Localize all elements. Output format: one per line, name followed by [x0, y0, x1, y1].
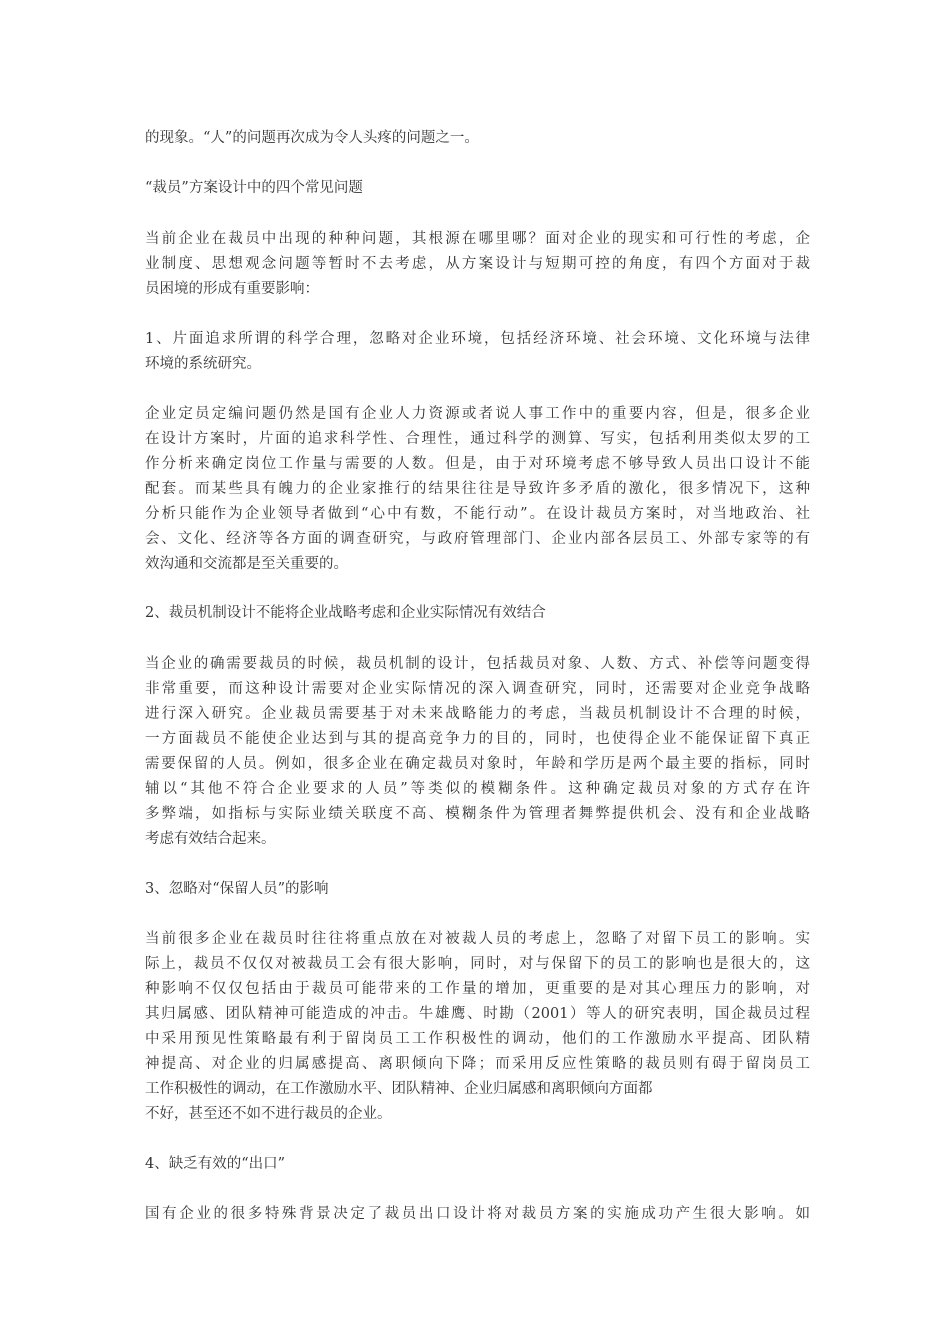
paragraph-4-line: 神提高、对企业的归属感提高、离职倾向下降；而采用反应性策略的裁员则有碍于留岗员工 [145, 1056, 810, 1072]
paragraph-2-line: 在设计方案时，片面的追求科学性、合理性，通过科学的测算、写实，包括利用类似太罗的工 [145, 431, 810, 447]
paragraph-4-line: 工作积极性的调动，在工作激励水平、团队精神、企业归属感和离职倾向方面都 [145, 1081, 653, 1097]
paragraph-4-line: 其归属感、团队精神可能造成的冲击。牛雄鹰、时勘（2001）等人的研究表明，国企裁员过程 [145, 1006, 810, 1022]
paragraph-2-line: 分析只能作为企业领导者做到“心中有数，不能行动”。在设计裁员方案时，对当地政治、社 [145, 506, 810, 522]
paragraph-4-line: 中采用预见性策略最有利于留岗员工工作积极性的调动，他们的工作激励水平提高、团队精 [145, 1031, 810, 1047]
paragraph-3-line: 多弊端，如指标与实际业绩关联度不高、模糊条件为管理者舞弊提供机会、没有和企业战略 [145, 806, 810, 822]
paragraph-1-line: 员困境的形成有重要影响： [145, 281, 319, 297]
paragraph-4-line: 当前很多企业在裁员时往往将重点放在对被裁人员的考虑上，忽略了对留下员工的影响。实 [145, 931, 810, 947]
heading-3: 3、忽略对“保留人员”的影响 [145, 881, 329, 897]
heading-4: 4、缺乏有效的“出口” [145, 1156, 286, 1172]
paragraph-3-line: 当企业的确需要裁员的时候，裁员机制的设计，包括裁员对象、人数、方式、补偿等问题变得 [145, 656, 810, 672]
paragraph-5-line: 国有企业的很多特殊背景决定了裁员出口设计将对裁员方案的实施成功产生很大影响。如 [145, 1206, 810, 1222]
paragraph-2-line: 效沟通和交流都是至关重要的。 [145, 556, 348, 572]
paragraph-4-line: 不好，甚至还不如不进行裁员的企业。 [145, 1106, 392, 1122]
paragraph-3-line: 需要保留的人员。例如，很多企业在确定裁员对象时，年龄和学历是两个最主要的指标，同时 [145, 756, 810, 772]
paragraph-3-line: 辅以“其他不符合企业要求的人员”等类似的模糊条件。这种确定裁员对象的方式存在许 [145, 781, 810, 797]
intro-line: 的现象。“人”的问题再次成为令人头疼的问题之一。 [145, 130, 479, 146]
heading-2: 2、裁员机制设计不能将企业战略考虑和企业实际情况有效结合 [145, 605, 546, 621]
paragraph-1-line: 当前企业在裁员中出现的种种问题，其根源在哪里哪？面对企业的现实和可行性的考虑，企 [145, 231, 810, 247]
paragraph-2-line: 企业定员定编问题仍然是国有企业人力资源或者说人事工作中的重要内容，但是，很多企业 [145, 406, 810, 422]
paragraph-3-line: 一方面裁员不能使企业达到与其的提高竞争力的目的，同时，也使得企业不能保证留下真正 [145, 731, 810, 747]
paragraph-1-line: 业制度、思想观念问题等暂时不去考虑，从方案设计与短期可控的角度，有四个方面对于裁 [145, 256, 810, 272]
heading-1-line: 1、片面追求所谓的科学合理，忽略对企业环境，包括经济环境、社会环境、文化环境与法律 [145, 331, 810, 347]
paragraph-2-line: 会、文化、经济等各方面的调查研究，与政府管理部门、企业内部各层员工、外部专家等的有 [145, 531, 810, 547]
heading-1-line: 环境的系统研究。 [145, 356, 261, 372]
paragraph-4-line: 际上，裁员不仅仅对被裁员工会有很大影响，同时，对与保留下的员工的影响也是很大的，这 [145, 956, 810, 972]
section-title: “裁员”方案设计中的四个常见问题 [145, 180, 363, 196]
paragraph-4-line: 种影响不仅仅包括由于裁员可能带来的工作量的增加，更重要的是对其心理压力的影响，对 [145, 981, 810, 997]
paragraph-3-line: 非常重要，而这种设计需要对企业实际情况的深入调查研究，同时，还需要对企业竞争战略 [145, 681, 810, 697]
paragraph-3-line: 进行深入研究。企业裁员需要基于对未来战略能力的考虑，当裁员机制设计不合理的时候， [145, 706, 810, 722]
paragraph-2-line: 配套。而某些具有魄力的企业家推行的结果往往是导致许多矛盾的激化，很多情况下，这种 [145, 481, 810, 497]
paragraph-2-line: 作分析来确定岗位工作量与需要的人数。但是，由于对环境考虑不够导致人员出口设计不能 [145, 456, 810, 472]
paragraph-3-line: 考虑有效结合起来。 [145, 831, 276, 847]
